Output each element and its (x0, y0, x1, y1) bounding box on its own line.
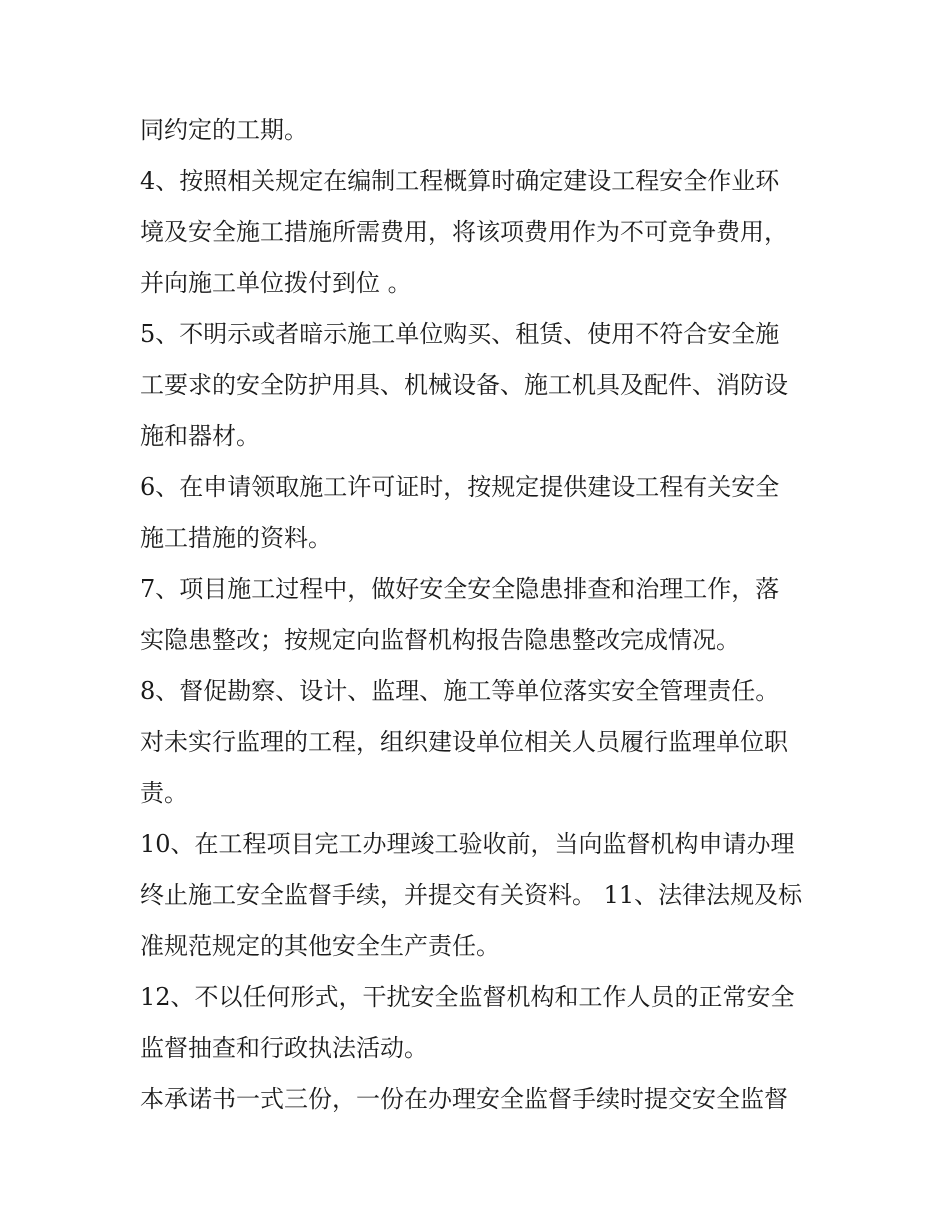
text-line: 10、在工程项目完工办理竣工验收前，当向监督机构申请办理 (140, 830, 795, 858)
text-line: 7、项目施工过程中，做好安全安全隐患排查和治理工作，落 (140, 575, 780, 603)
text-line: 终止施工安全监督手续，并提交有关资料。 11、法律法规及标 (140, 881, 803, 909)
text-line: 5、不明示或者暗示施工单位购买、租赁、使用不符合安全施 (140, 320, 780, 348)
text-line: 8、督促勘察、设计、监理、施工等单位落实安全管理责任。 (140, 677, 780, 705)
text-line: 施和器材。 (140, 422, 260, 450)
text-line: 监督抽查和行政执法活动。 (140, 1034, 428, 1062)
text-line: 12、不以任何形式，干扰安全监督机构和工作人员的正常安全 (140, 983, 795, 1011)
text-line: 本承诺书一式三份，一份在办理安全监督手续时提交安全监督 (140, 1085, 788, 1113)
text-line: 同约定的工期。 (140, 116, 308, 144)
text-line: 境及安全施工措施所需费用，将该项费用作为不可竞争费用， (140, 218, 788, 246)
text-line: 准规范规定的其他安全生产责任。 (140, 932, 500, 960)
text-line: 6、在申请领取施工许可证时，按规定提供建设工程有关安全 (140, 473, 780, 501)
document-body (140, 105, 820, 1125)
text-line: 工要求的安全防护用具、机械设备、施工机具及配件、消防设 (140, 371, 788, 399)
text-line: 4、按照相关规定在编制工程概算时确定建设工程安全作业环 (140, 167, 780, 195)
text-line: 责。 (140, 779, 188, 807)
text-line: 并向施工单位拨付到位 。 (140, 269, 412, 297)
text-line: 对未实行监理的工程，组织建设单位相关人员履行监理单位职 (140, 728, 788, 756)
text-line: 实隐患整改；按规定向监督机构报告隐患整改完成情况。 (140, 626, 740, 654)
text-line: 施工措施的资料。 (140, 524, 332, 552)
